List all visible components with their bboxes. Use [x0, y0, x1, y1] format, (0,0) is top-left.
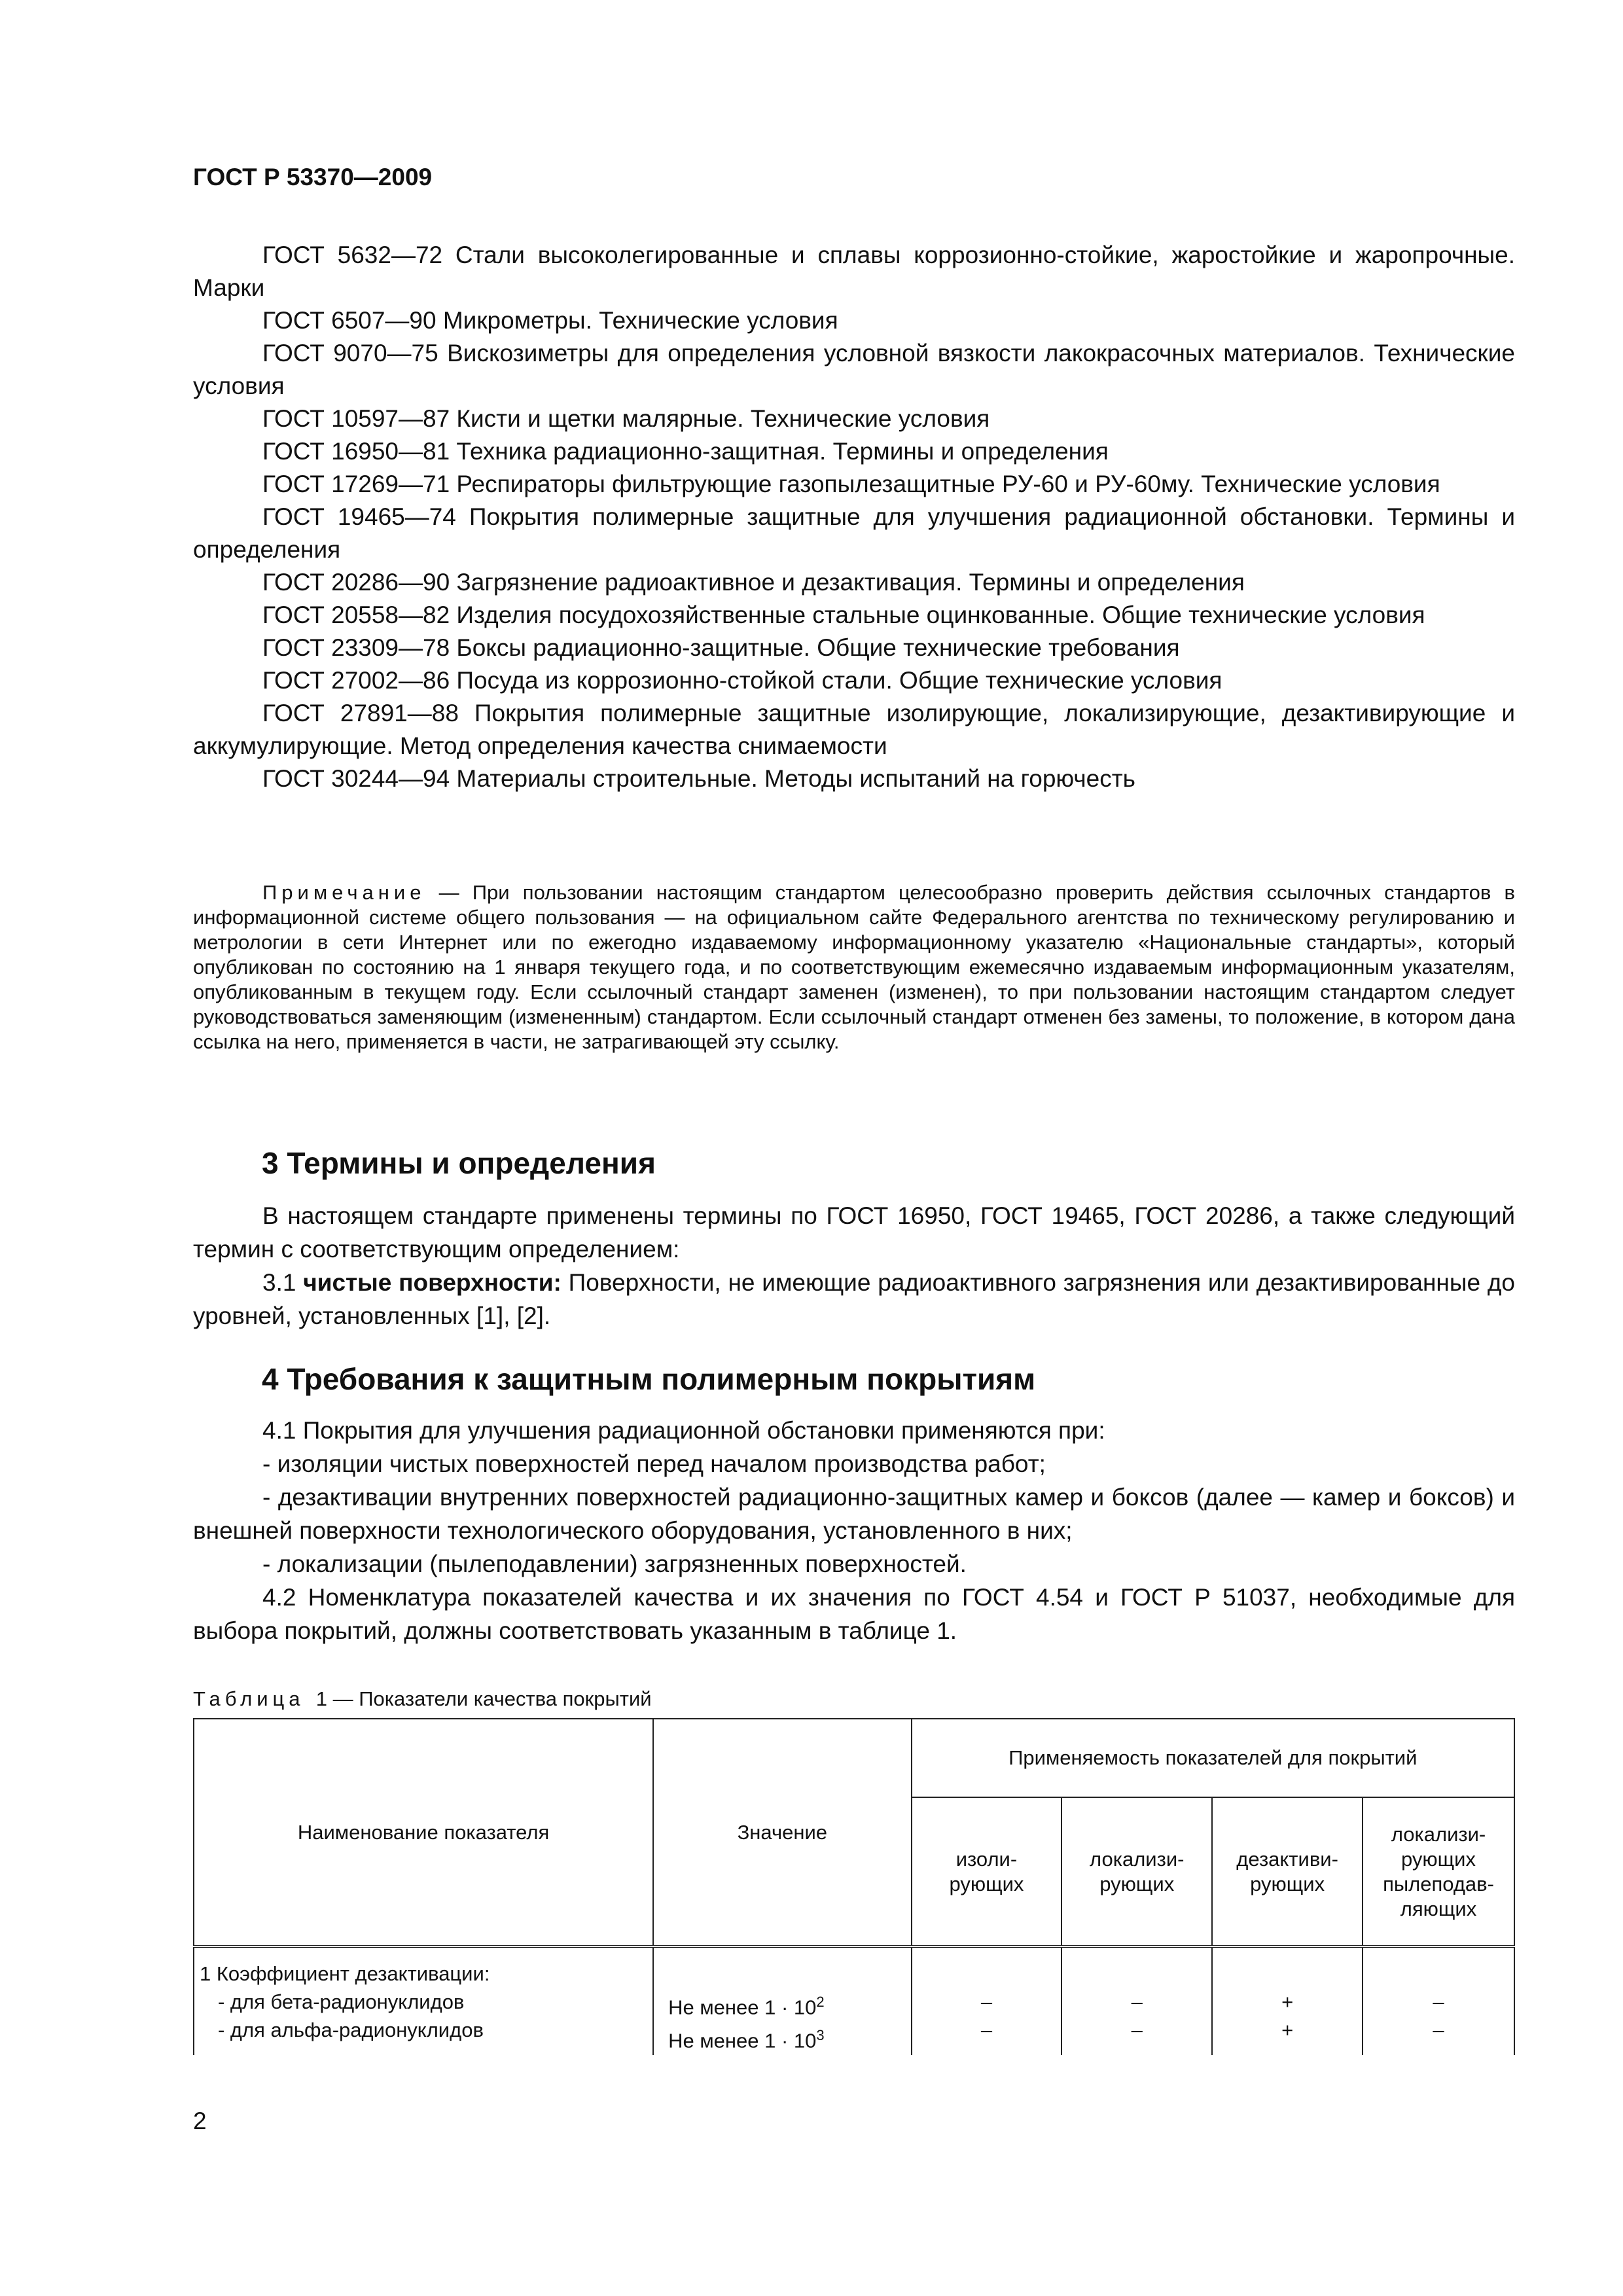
section-3-intro: В настоящем стандарте применены термины по ГОСТ 16950, ГОСТ 19465, ГОСТ 20286, а также следующий термин с соответствующим определением: — [193, 1202, 1515, 1263]
table-caption — [193, 1687, 652, 1711]
table-caption-label: Таблица — [193, 1687, 305, 1710]
table-row — [194, 1946, 1514, 2055]
note-paragraph — [193, 880, 1515, 1054]
section-4-body — [193, 1414, 1515, 1647]
bullet-item: - изоляции чистых поверхностей перед началом производства работ; — [262, 1450, 1046, 1477]
column-header-isolating: изоли- рующих — [912, 1797, 1062, 1946]
indicator-subitem: - для бета-радионуклидов — [218, 1990, 465, 2013]
section-3-title: 3 Термины и определения — [262, 1146, 656, 1180]
reference-item: ГОСТ 23309—78 Боксы радиационно-защитные. Общие технические требования — [262, 634, 1180, 661]
indicator-subitem: - для альфа-радионуклидов — [218, 2018, 484, 2041]
reference-item: ГОСТ 6507—90 Микрометры. Технические условия — [262, 307, 838, 334]
reference-item: ГОСТ 20558—82 Изделия посудохозяйственные стальные оцинкованные. Общие технические условия — [262, 601, 1425, 628]
reference-item: ГОСТ 9070—75 Вискозиметры для определения условной вязкости лакокрасочных материалов. Технические условия — [193, 340, 1515, 399]
page-header: ГОСТ Р 53370—2009 — [193, 164, 433, 190]
quality-indicators-table — [193, 1718, 1515, 2055]
reference-item: ГОСТ 17269—71 Респираторы фильтрующие газопылезащитные РУ-60 и РУ-60му. Технические условия — [262, 471, 1440, 497]
applicability-cell: – – — [1363, 1946, 1514, 2055]
section-3-body — [193, 1199, 1515, 1333]
note-text: — При пользовании настоящим стандартом целесообразно проверить действия ссылочных стандартов в информационной системе общего пользования — на официальном сайте Федерального агентства по техническому регулированию и метрологии в сети Интернет или по ежегодно издаваемому информационному указателю «Национальные стандарты», который опубликован по состоянию на 1 января текущего года, и по соответствующим ежемесячно издаваемым информационным указателям, опубликованным в текущем году. Если ссылочный стандарт заменен (изменен), то при пользовании настоящим стандартом следует руководствоваться заменяющим (измененным) стандартом. Если ссылочный стандарт отменен без замены, то положение, в котором дана ссылка на него, применяется в части, не затрагивающей эту ссылку. — [193, 881, 1515, 1053]
applicability-cell: – – — [912, 1946, 1062, 2055]
reference-item: ГОСТ 19465—74 Покрытия полимерные защитные для улучшения радиационной обстановки. Термины и определения — [193, 503, 1515, 563]
applicability-cell: + + — [1212, 1946, 1363, 2055]
reference-item: ГОСТ 5632—72 Стали высоколегированные и сплавы коррозионно-стойкие, жаростойкие и жаропрочные. Марки — [193, 242, 1515, 301]
clause-4-2: 4.2 Номенклатура показателей качества и их значения по ГОСТ 4.54 и ГОСТ Р 51037, необходимые для выбора покрытий, должны соответствовать указанным в таблице 1. — [193, 1584, 1515, 1644]
reference-item: ГОСТ 30244—94 Материалы строительные. Методы испытаний на горючесть — [262, 765, 1135, 792]
value-text: Не менее $1 \cdot 10^3$ — [668, 2027, 825, 2053]
indicator-title: 1 Коэффициент дезактивации: — [200, 1962, 490, 1985]
references-list — [193, 239, 1515, 795]
indicator-name-cell — [194, 1946, 653, 2055]
reference-item: ГОСТ 27002—86 Посуда из коррозионно-стойкой стали. Общие технические условия — [262, 667, 1222, 694]
note-label: Примечание — [262, 881, 426, 904]
bullet-item: - локализации (пылеподавлении) загрязненных поверхностей. — [262, 1551, 967, 1577]
reference-item: ГОСТ 27891—88 Покрытия полимерные защитные изолирующие, локализирующие, дезактивирующие и аккумулирующие. Метод определения качества снимаемости — [193, 700, 1515, 759]
value-cell — [653, 1946, 911, 2055]
column-group-header: Применяемость показателей для покрытий — [912, 1719, 1514, 1797]
clause-4-1: 4.1 Покрытия для улучшения радиационной обстановки применяются при: — [262, 1417, 1105, 1444]
column-header-localizing: локализи- рующих — [1061, 1797, 1212, 1946]
term-number: 3.1 — [262, 1269, 296, 1296]
term-text: Поверхности, не имеющие радиоактивного загрязнения или дезактивированные до уровней, установленных [1], [2]. — [193, 1269, 1515, 1329]
bullet-item: - дезактивации внутренних поверхностей радиационно-защитных камер и боксов (далее — камер и боксов) и внешней поверхности технологического оборудования, установленного в них; — [193, 1484, 1515, 1544]
reference-item: ГОСТ 20286—90 Загрязнение радиоактивное и дезактивация. Термины и определения — [262, 569, 1245, 596]
column-header-name: Наименование показателя — [194, 1719, 653, 1946]
column-header-decontaminating: дезактиви- рующих — [1212, 1797, 1363, 1946]
section-4-title: 4 Требования к защитным полимерным покрытиям — [262, 1362, 1036, 1396]
term-definition — [193, 1266, 1515, 1333]
reference-item: ГОСТ 10597—87 Кисти и щетки малярные. Технические условия — [262, 405, 990, 432]
applicability-cell: – – — [1061, 1946, 1212, 2055]
column-header-dust-suppressing: локализи- рующих пылеподав- ляющих — [1363, 1797, 1514, 1946]
column-header-value: Значение — [653, 1719, 911, 1946]
value-text: Не менее $1 \cdot 10^2$ — [668, 1994, 825, 2019]
table-caption-text: 1 — Показатели качества покрытий — [315, 1687, 652, 1710]
reference-item: ГОСТ 16950—81 Техника радиационно-защитная. Термины и определения — [262, 438, 1109, 465]
term-name: чистые поверхности: — [303, 1269, 562, 1296]
page-number: 2 — [193, 2108, 207, 2134]
